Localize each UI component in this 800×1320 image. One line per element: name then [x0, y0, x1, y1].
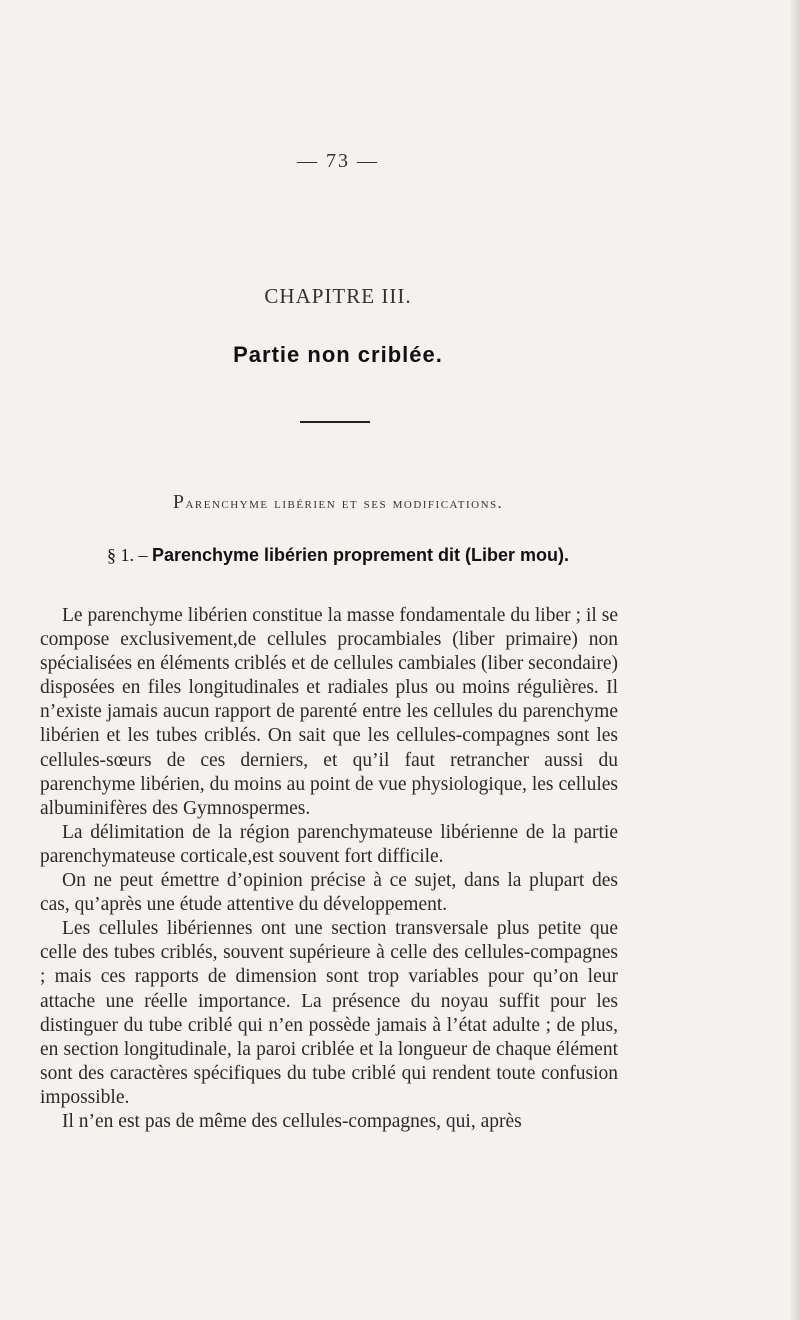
subsection-title: Parenchyme libérien proprement dit (Liber mou). — [151, 545, 570, 565]
subsection-number: § 1. — [106, 545, 134, 565]
section-heading-text: arenchyme libérien et ses modifications. — [185, 495, 504, 512]
body-text — [40, 604, 618, 1134]
paragraph-1: Le parenchyme libérien constitue la masse fondamentale du liber ; il se compose exclusivement,de cellules procambiales (liber primaire) non spécialisées en éléments criblés et de cellules cambiales (liber secondaire) disposées en files longitudinales et radiales plus ou moins régulières. Il n’existe jamais aucun rapport de parenté entre les cellules du parenchyme libérien et les tubes criblés. On sait que les cellules-compagnes sont les cellules-sœurs de ces derniers, et qu’il faut retrancher aussi du parenchyme libérien, du moins au point de vue physiologique, les cellules albuminifères des Gymnospermes. — [40, 605, 618, 819]
section-heading — [0, 491, 676, 514]
paragraph-3: On ne peut émettre d’opinion précise à ce sujet, dans la plupart des cas, qu’après une étude attentive du développement. — [40, 870, 618, 916]
subsection-dash: – — [133, 545, 152, 565]
paragraph-5: Il n’en est pas de même des cellules-compagnes, qui, après — [62, 1110, 522, 1132]
chapter-title: Partie non criblée. — [233, 342, 443, 367]
paragraph-2: La délimitation de la région parenchymateuse libérienne de la partie parenchymateuse corticale,est souvent fort difficile. — [40, 821, 618, 867]
section-heading-initial: P — [172, 491, 186, 513]
paragraph-4: Les cellules libériennes ont une section transversale plus petite que celle des tubes criblés, souvent supérieure à celle des cellules-compagnes ; mais ces rapports de dimension sont trop variables pour qu’on leur attache une réelle importance. La présence du noyau suffit pour les distinguer du tube criblé qui n’en possède jamais à l’état adulte ; de plus, en section longitudinale, la paroi criblée et la longueur de chaque élément sont des caractères spécifiques du tube criblé qui rendent toute confusion impossible. — [40, 918, 618, 1108]
section-divider — [300, 421, 370, 423]
chapter-heading: CHAPITRE III. — [264, 284, 412, 308]
page-edge — [790, 0, 800, 1320]
page-number: — 73 — — [297, 150, 379, 172]
subsection-heading — [0, 545, 676, 566]
